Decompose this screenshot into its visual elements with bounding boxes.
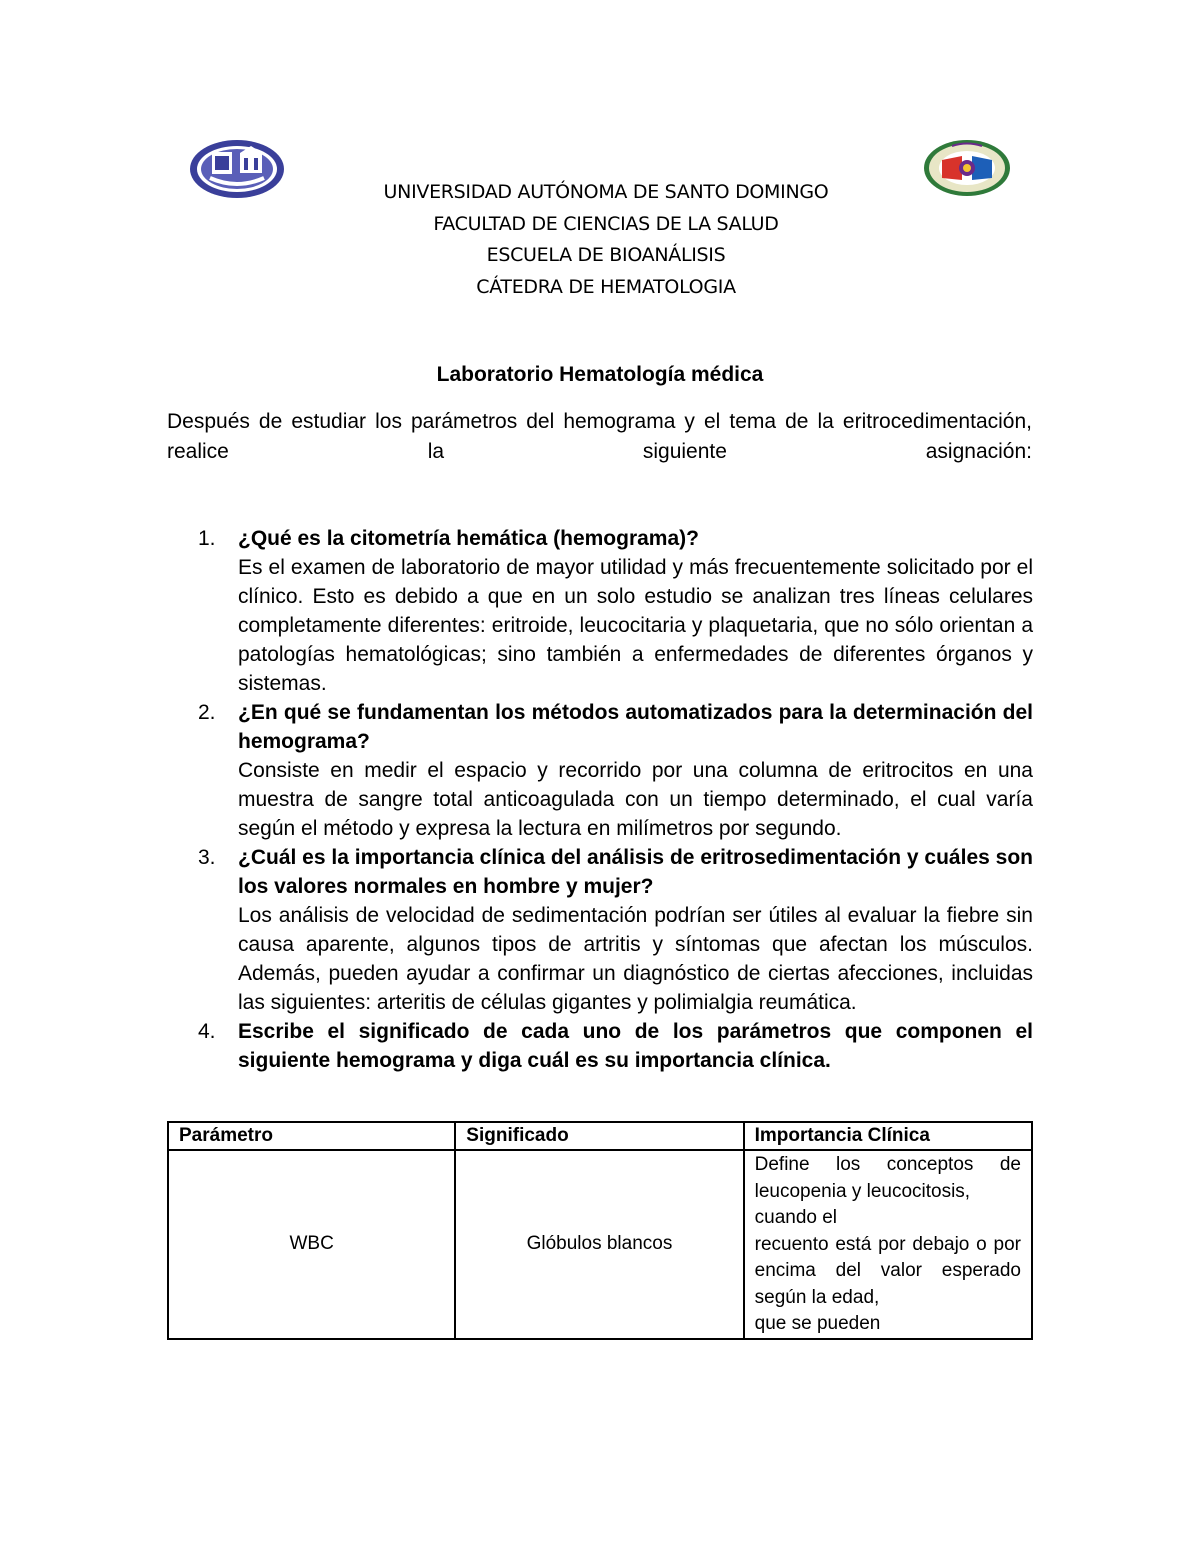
- importance-line: recuento está por debajo o por encima del valor esperado según la edad,: [754, 1233, 1021, 1308]
- header-importance: Importancia Clínica: [744, 1122, 1032, 1150]
- intro-paragraph: Después de estudiar los parámetros del hemograma y el tema de la eritrocedimentación, realice la siguiente asignación:: [167, 410, 1032, 463]
- question-number: 4.: [198, 1020, 216, 1043]
- faculty-name: FACULTAD DE CIENCIAS DE LA SALUD: [433, 212, 779, 235]
- list-item: [198, 524, 1033, 698]
- university-name: UNIVERSIDAD AUTÓNOMA DE SANTO DOMINGO: [383, 181, 829, 203]
- answer-text: Consiste en medir el espacio y recorrido por una columna de eritrocitos en una muestra de sangre total anticoagulada con un tiempo determinado, el cual varía según el método y expresa la lectura en milímetros por segundo.: [238, 759, 1033, 840]
- answer-text: Los análisis de velocidad de sedimentación podrían ser útiles al evaluar la fiebre sin causa aparente, algunos tipos de artritis y síntomas que afectan los músculos. Además, pueden ayudar a confirmar un diagnóstico de ciertas afecciones, incluidas las siguientes: arteritis de células gigantes y polimialgia reumática.: [238, 904, 1033, 1014]
- importance-line: Define los conceptos de leucopenia y leucocitosis,: [754, 1154, 1021, 1202]
- cell-importance: [744, 1150, 1032, 1339]
- school-name: ESCUELA DE BIOANÁLISIS: [486, 244, 726, 266]
- question-number: 3.: [198, 846, 216, 869]
- document-title: Laboratorio Hematología médica: [436, 363, 764, 386]
- question-text: ¿Cuál es la importancia clínica del análisis de eritrosedimentación y cuáles son los valores normales en hombre y mujer?: [238, 846, 1033, 898]
- importance-line: cuando el: [754, 1207, 838, 1228]
- question-text: Escribe el significado de cada uno de los parámetros que componen el siguiente hemograma y diga cuál es su importancia clínica.: [238, 1020, 1033, 1072]
- institution-header: [0, 177, 1200, 303]
- cell-parameter: WBC: [168, 1150, 455, 1339]
- question-text: ¿En qué se fundamentan los métodos automatizados para la determinación del hemograma?: [238, 701, 1033, 753]
- table-row: [168, 1150, 1032, 1339]
- question-number: 1.: [198, 527, 216, 550]
- header-parameter: Parámetro: [168, 1122, 455, 1150]
- question-list: [198, 524, 1033, 1075]
- importance-line: que se pueden: [754, 1313, 881, 1334]
- cell-meaning: Glóbulos blancos: [455, 1150, 743, 1339]
- chair-name: CÁTEDRA DE HEMATOLOGIA: [476, 275, 736, 298]
- answer-text: Es el examen de laboratorio de mayor utilidad y más frecuentemente solicitado por el clínico. Esto es debido a que en un solo estudio se analizan tres líneas celulares completamente diferentes: eritroide, leucocitaria y plaquetaria, que no sólo orientan a patologías hematológicas; sino también a enfermedades de diferentes órganos y sistemas.: [238, 556, 1033, 695]
- list-item: [198, 1017, 1033, 1075]
- hemogram-table: [167, 1121, 1033, 1340]
- list-item: [198, 843, 1033, 1017]
- list-item: [198, 698, 1033, 843]
- header-meaning: Significado: [455, 1122, 743, 1150]
- table-header-row: [168, 1122, 1032, 1150]
- question-text: ¿Qué es la citometría hemática (hemograma)?: [238, 527, 699, 550]
- question-number: 2.: [198, 701, 216, 724]
